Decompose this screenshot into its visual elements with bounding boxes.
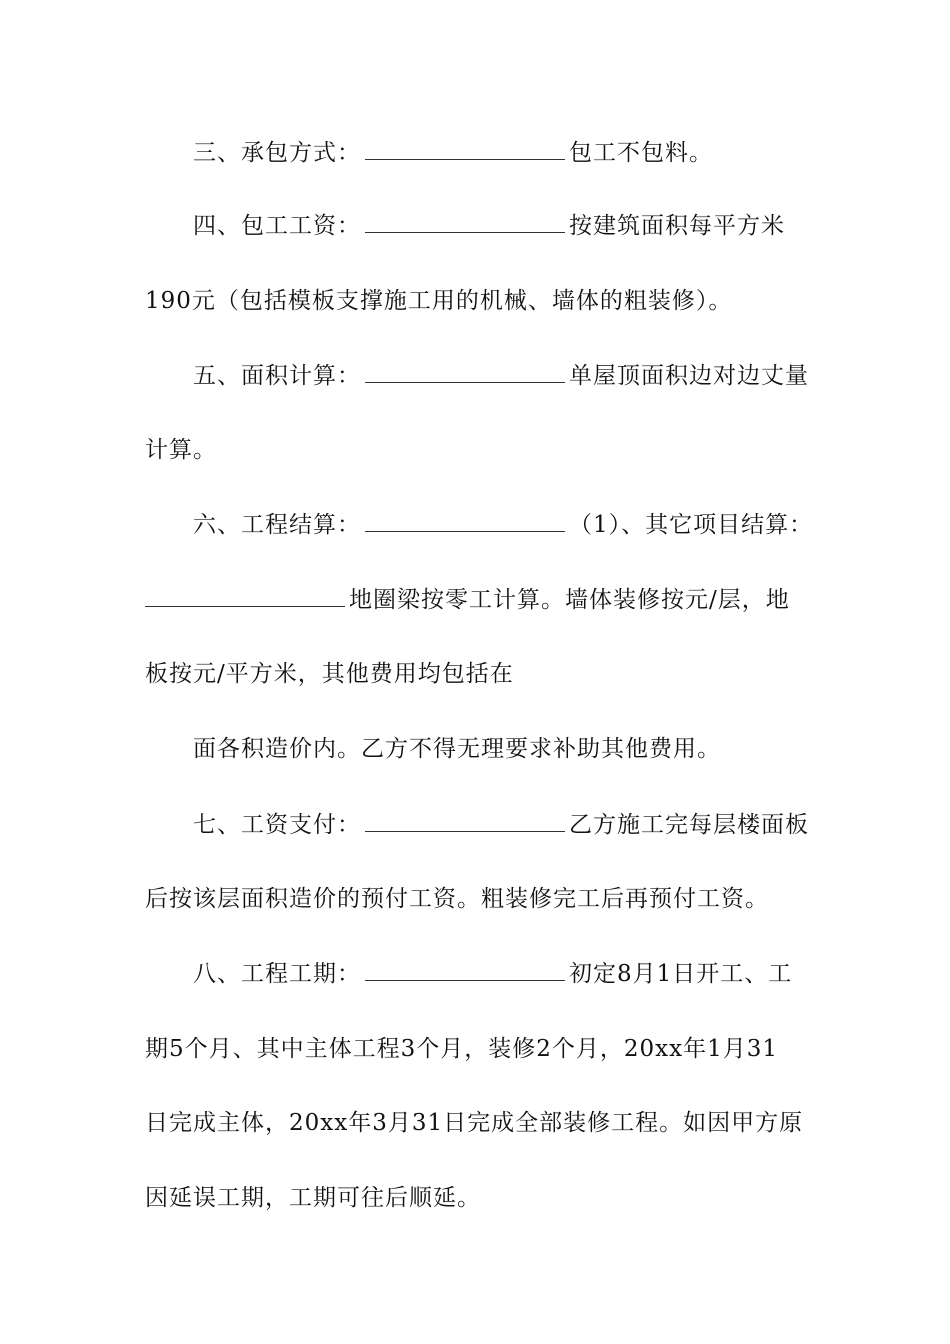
clause-8-text-continued: 期5个月、其中主体工程3个月，装修2个月，20xx年1月31 <box>145 1036 779 1062</box>
clause-8-line-1 <box>193 959 792 989</box>
clause-5-line-2 <box>145 435 217 465</box>
clause-6-text-continued-2: 板按元/平方米，其他费用均包括在 <box>145 661 514 687</box>
fill-in-blank <box>365 811 565 832</box>
clause-4-line-2 <box>145 286 732 316</box>
clause-8-text-continued-2: 日完成主体，20xx年3月31日完成全部装修工程。如因甲方原 <box>145 1110 804 1136</box>
clause-4-text: 按建筑面积每平方米 <box>569 213 785 239</box>
clause-4-heading: 四、包工工资： <box>193 213 361 239</box>
clause-6-line-2 <box>145 585 790 615</box>
clause-7-heading: 七、工资支付： <box>193 812 361 838</box>
clause-6-text: （1）、其它项目结算： <box>569 512 814 538</box>
clause-3-text: 包工不包料。 <box>569 140 713 166</box>
fill-in-blank <box>145 586 345 607</box>
clause-8-line-3 <box>145 1108 803 1138</box>
clause-8-line-2 <box>145 1034 778 1064</box>
clause-6-line-4 <box>193 734 721 764</box>
clause-6-text-continued: 地圈梁按零工计算。墙体装修按元/层，地 <box>349 587 790 613</box>
fill-in-blank <box>365 960 565 981</box>
clause-7-text-continued: 后按该层面积造价的预付工资。粗装修完工后再预付工资。 <box>145 886 769 912</box>
clause-8-text: 初定8月1日开工、工 <box>569 961 793 987</box>
clause-6-line-1 <box>193 510 813 540</box>
clause-5-heading: 五、面积计算： <box>193 363 361 389</box>
clause-6-heading: 六、工程结算： <box>193 512 361 538</box>
clause-7-line-1 <box>193 810 809 840</box>
clause-5-line-1 <box>193 361 809 391</box>
fill-in-blank <box>365 362 565 383</box>
clause-7-line-2 <box>145 884 769 914</box>
fill-in-blank <box>365 511 565 532</box>
clause-8-text-continued-3: 因延误工期，工期可往后顺延。 <box>145 1185 481 1211</box>
clause-5-text: 单屋顶面积边对边丈量 <box>569 363 809 389</box>
clause-8-line-4 <box>145 1183 481 1213</box>
clause-6-line-3 <box>145 659 514 689</box>
fill-in-blank <box>365 212 565 233</box>
clause-4-line-1 <box>193 211 785 241</box>
clause-5-text-continued: 计算。 <box>145 437 217 463</box>
clause-4-text-continued: 190元（包括模板支撑施工用的机械、墙体的粗装修）。 <box>145 288 733 314</box>
clause-8-heading: 八、工程工期： <box>193 961 361 987</box>
clause-3-line-1 <box>193 138 713 168</box>
clause-7-text: 乙方施工完每层楼面板 <box>569 812 809 838</box>
clause-3-heading: 三、承包方式： <box>193 140 361 166</box>
clause-6-text-continued-3: 面各积造价内。乙方不得无理要求补助其他费用。 <box>193 736 721 762</box>
fill-in-blank <box>365 139 565 160</box>
